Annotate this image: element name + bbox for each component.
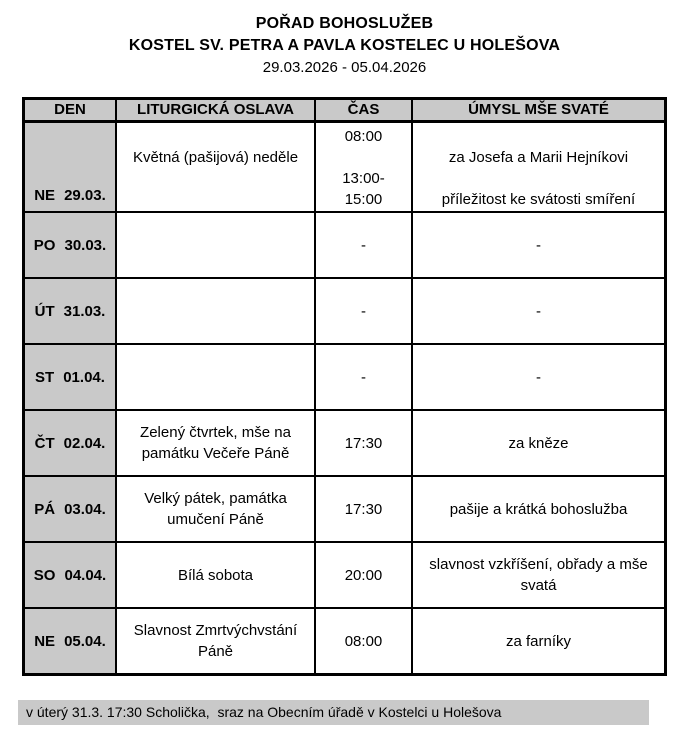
celebration-text: Velký pátek, památka umučení Páně — [144, 490, 287, 528]
time-stack — [324, 301, 403, 322]
table-row — [25, 475, 664, 541]
table-body — [25, 123, 664, 673]
celebration-text: Bílá sobota — [177, 566, 254, 584]
table-row — [25, 541, 664, 607]
day-cell — [25, 477, 115, 541]
page-subtitle: KOSTEL SV. PETRA A PAVLA KOSTELEC U HOLEŠOVA — [128, 37, 561, 54]
column-header-cas: ČAS — [314, 100, 411, 120]
table-row — [25, 123, 664, 211]
intention-stack — [421, 631, 656, 652]
time-stack — [324, 631, 403, 652]
column-header-liturgicka-oslava: LITURGICKÁ OSLAVA — [115, 100, 314, 120]
intention-value: - — [536, 368, 541, 386]
time-value: - — [361, 368, 366, 386]
page-title: POŘAD BOHOSLUŽEB — [255, 15, 434, 32]
day-date: 29.03. — [64, 187, 106, 204]
table-row — [25, 343, 664, 409]
day-date: 03.04. — [64, 500, 106, 518]
day-abbr: ÚT — [34, 302, 55, 320]
time-value: 17:30 — [344, 434, 383, 452]
day-cell — [25, 543, 115, 607]
intention-cell — [411, 543, 664, 607]
day-date: 05.04. — [64, 632, 106, 650]
celebration-cell — [115, 345, 314, 409]
day-cell — [25, 279, 115, 343]
celebration-text: Slavnost Zmrtvýchvstání Páně — [133, 622, 298, 660]
intention-cell — [411, 411, 664, 475]
day-abbr: ČT — [34, 434, 55, 452]
intention-value: slavnost vzkříšení, obřady a mše svatá — [429, 556, 648, 594]
intention-stack — [421, 301, 656, 322]
time-value: - — [361, 302, 366, 320]
intention-cell — [411, 345, 664, 409]
intention-value: - — [536, 236, 541, 254]
intention-value: - — [536, 302, 541, 320]
time-cell — [314, 279, 411, 343]
date-range: 29.03.2026 - 05.04.2026 — [262, 59, 427, 76]
celebration-text: Květná (pašijová) neděle — [132, 149, 299, 166]
intention-cell — [411, 279, 664, 343]
time-cell — [314, 123, 411, 211]
day-abbr: PO — [33, 236, 56, 254]
time-cell — [314, 477, 411, 541]
table-row — [25, 211, 664, 277]
intention-stack — [421, 554, 656, 596]
intention-cell — [411, 477, 664, 541]
intention-stack — [421, 235, 656, 256]
intention-value: pašije a krátká bohoslužba — [449, 500, 628, 518]
day-abbr: ST — [35, 368, 55, 386]
day-cell — [25, 123, 115, 211]
intention-value: za kněze — [508, 434, 569, 452]
time-value: 08:00 — [344, 632, 383, 650]
time-cell — [314, 411, 411, 475]
time-stack — [324, 367, 403, 388]
time-stack — [324, 126, 403, 210]
intention-stack — [421, 499, 656, 520]
day-abbr: NE — [34, 632, 56, 650]
table-row — [25, 409, 664, 475]
celebration-cell — [115, 609, 314, 673]
column-header-umysl-mse-svate: ÚMYSL MŠE SVATÉ — [411, 100, 664, 120]
day-cell — [25, 609, 115, 673]
column-header-den: DEN — [54, 101, 86, 118]
celebration-cell — [115, 543, 314, 607]
time-value: 20:00 — [344, 566, 383, 584]
intention-value: za Josefa a Marii Hejníkovi — [448, 149, 629, 166]
day-date: 01.04. — [63, 368, 105, 386]
day-date: 02.04. — [63, 434, 106, 452]
document-header — [0, 13, 689, 79]
intention-value: příležitost ke svátosti smíření — [441, 191, 636, 208]
intention-cell — [411, 213, 664, 277]
time-cell — [314, 543, 411, 607]
day-date: 31.03. — [63, 302, 106, 320]
day-cell — [25, 411, 115, 475]
time-value: - — [361, 236, 366, 254]
intention-stack — [421, 367, 656, 388]
time-value: 17:30 — [344, 500, 383, 518]
intention-value: za farníky — [505, 632, 572, 650]
schedule-table — [22, 97, 667, 676]
day-abbr: SO — [33, 566, 56, 584]
time-cell — [314, 609, 411, 673]
celebration-text: Zelený čtvrtek, mše na památku Večeře Páně — [140, 424, 291, 462]
day-abbr: NE — [34, 187, 56, 204]
day-cell — [25, 213, 115, 277]
time-value: 08:00 — [344, 128, 383, 145]
table-row — [25, 607, 664, 673]
table-row — [25, 277, 664, 343]
time-stack — [324, 433, 403, 454]
celebration-cell — [115, 477, 314, 541]
celebration-cell — [115, 123, 314, 211]
intention-stack — [421, 433, 656, 454]
day-date: 30.03. — [64, 236, 107, 254]
celebration-cell — [115, 411, 314, 475]
time-stack — [324, 565, 403, 586]
day-date: 04.04. — [64, 566, 107, 584]
time-value: 13:00-15:00 — [342, 170, 385, 208]
time-stack — [324, 499, 403, 520]
time-cell — [314, 213, 411, 277]
intention-stack — [421, 147, 656, 210]
time-stack — [324, 235, 403, 256]
celebration-cell — [115, 213, 314, 277]
intention-cell — [411, 123, 664, 211]
day-cell — [25, 345, 115, 409]
footer-note: v úterý 31.3. 17:30 Scholička, sraz na Obecním úřadě v Kostelci u Holešova — [18, 700, 649, 725]
celebration-cell — [115, 279, 314, 343]
time-cell — [314, 345, 411, 409]
intention-cell — [411, 609, 664, 673]
day-abbr: PÁ — [34, 500, 56, 518]
table-header-row — [25, 100, 664, 123]
